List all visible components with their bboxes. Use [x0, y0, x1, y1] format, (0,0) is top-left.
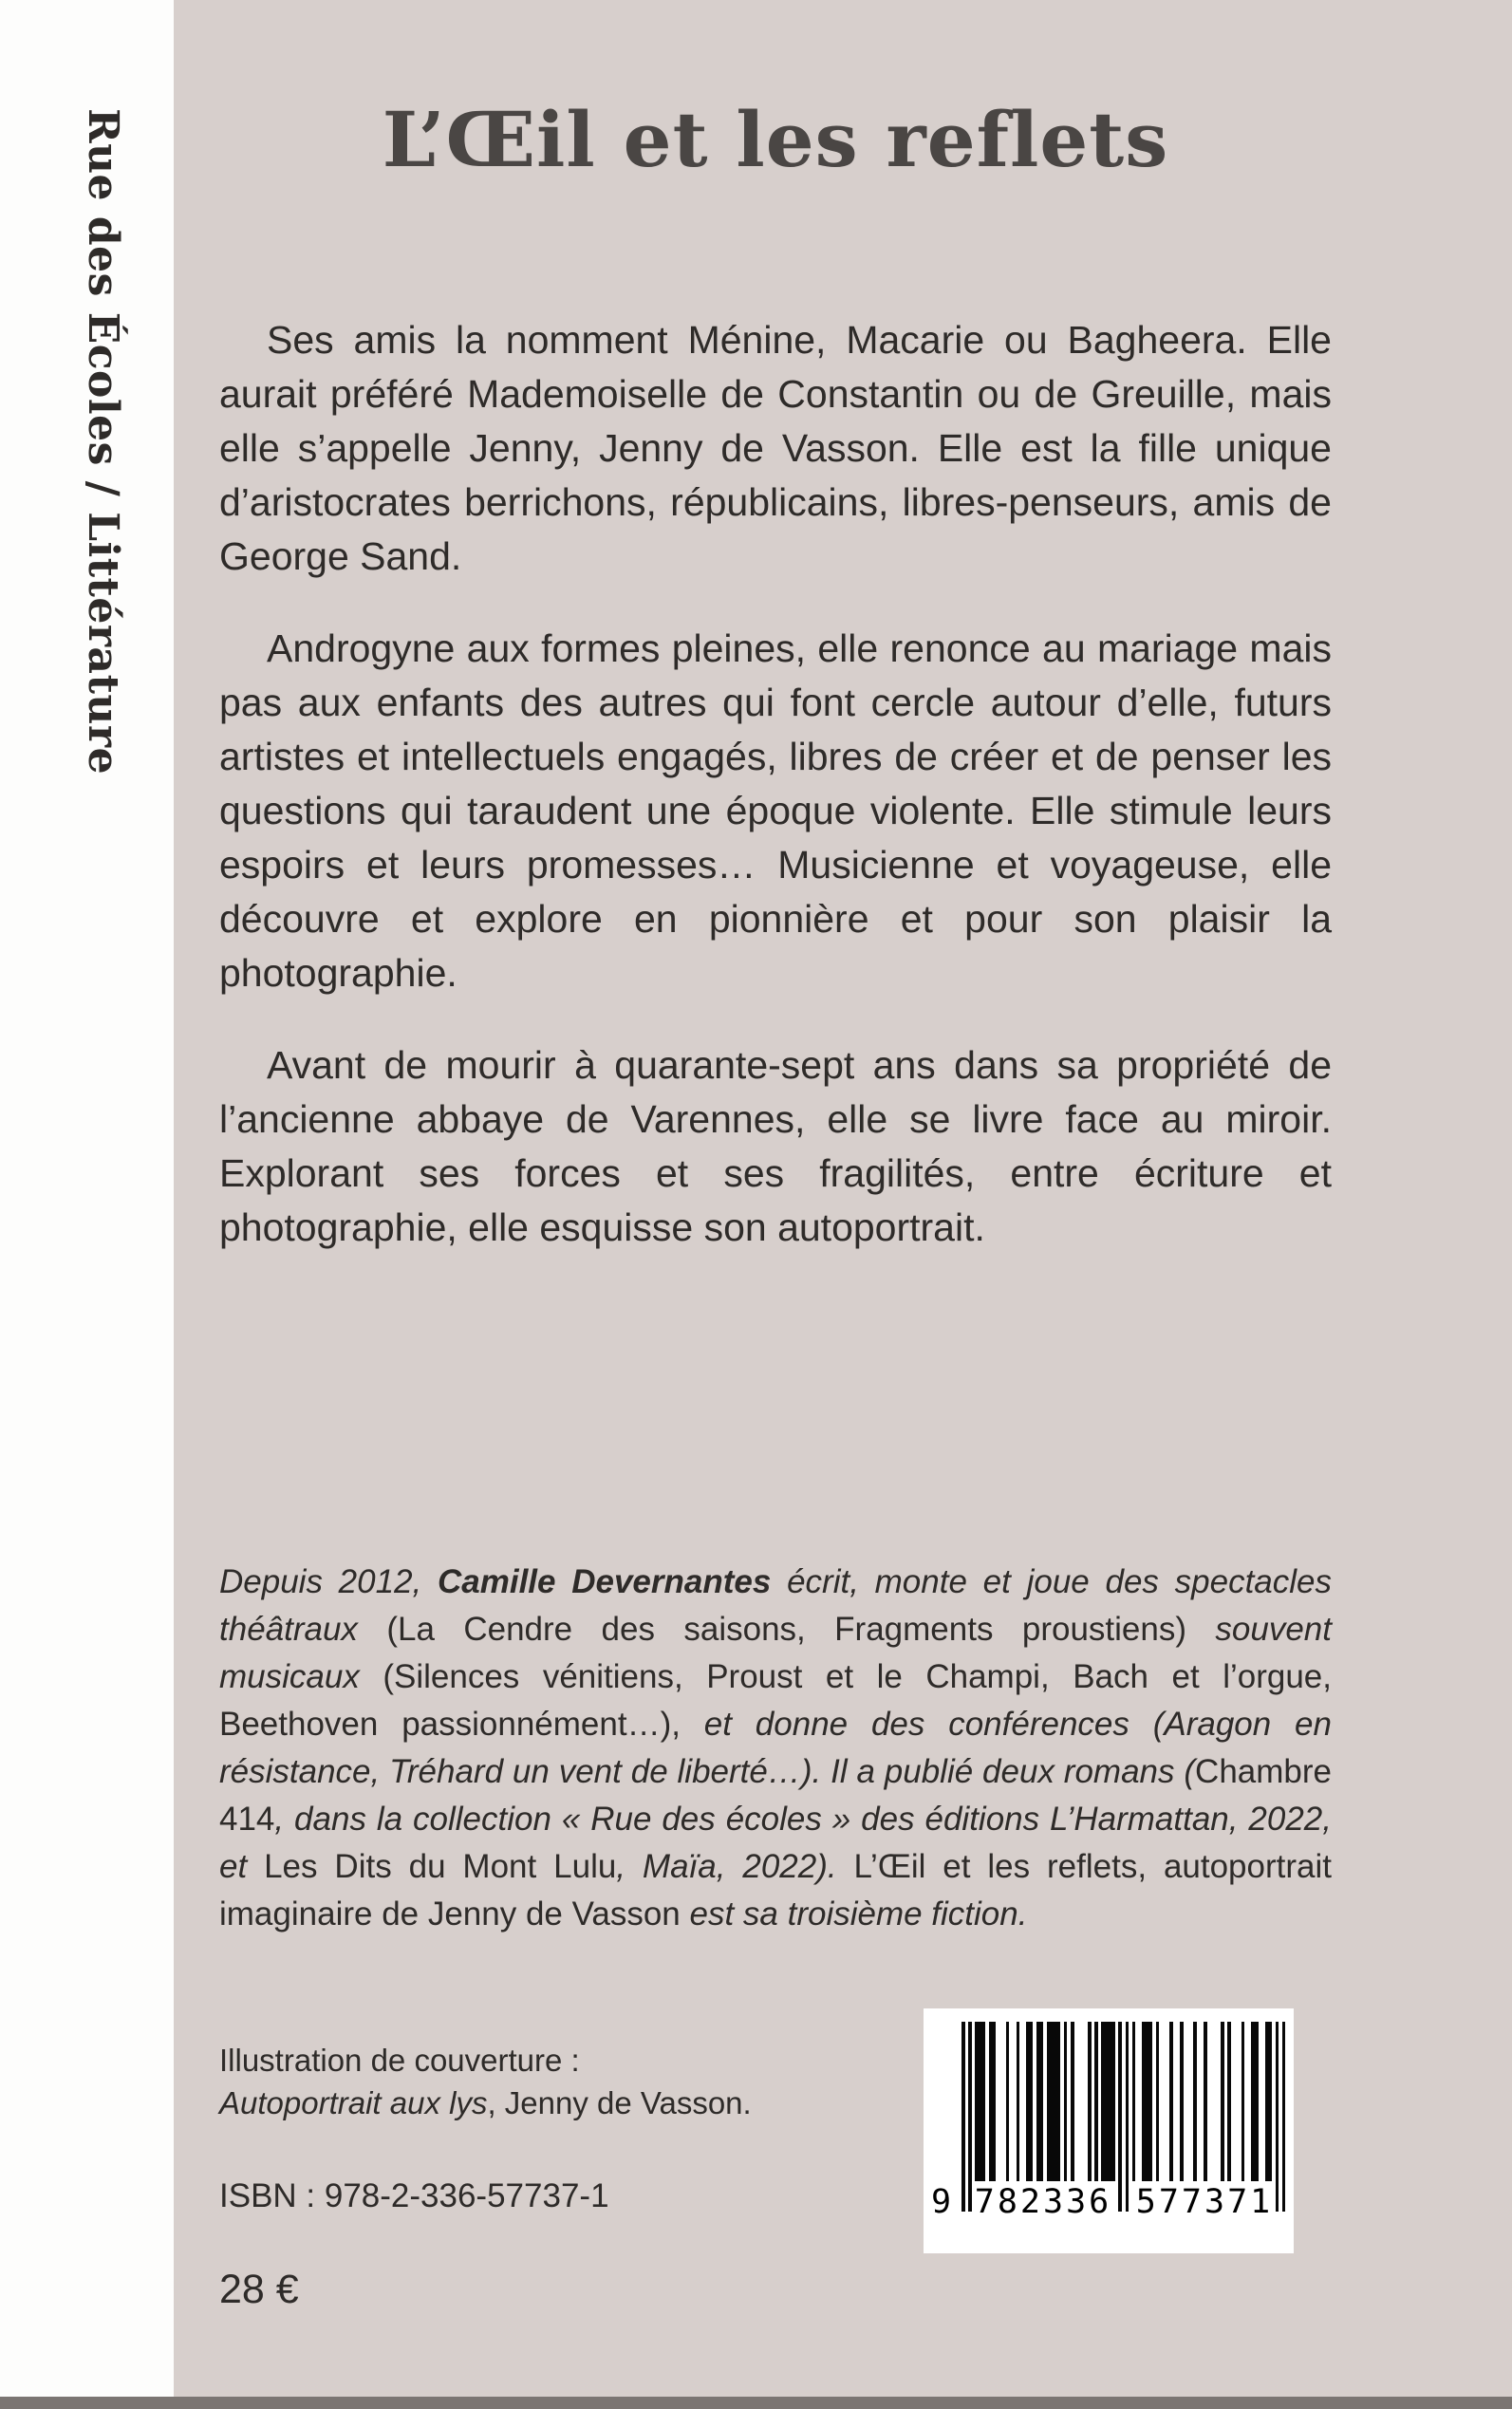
book-title: L’Œil et les reflets — [382, 95, 1169, 184]
cover-credit-label: Illustration de couverture : — [219, 2043, 580, 2078]
synopsis-paragraph: Androgyne aux formes pleines, elle renonce au mariage mais pas aux enfants des autres qui font cercle autour d’elle, futurs artistes et intellectuels engagés, libres de créer et de penser les questions qui taraudent une époque violente. Elle stimule leurs espoirs et leurs promesses… Musicienne et voyageuse, elle découvre et explore en pionnière et pour son plaisir la photographie. — [219, 626, 1332, 995]
cover-credit — [219, 2039, 752, 2124]
synopsis-paragraph: Avant de mourir à quarante-sept ans dans sa propriété de l’ancienne abbaye de Varennes, elle se livre face au miroir. Explorant ses forces et ses fragilités, entre écriture et photographie, elle esquisse son autoportrait. — [219, 1043, 1332, 1249]
barcode-bars — [931, 2022, 1286, 2221]
cover-credit-title: Autoportrait aux lys, Jenny de Vasson. — [219, 2085, 752, 2120]
price: 28 € — [219, 2267, 299, 2312]
barcode-digits-right: 577371 — [1135, 2183, 1274, 2221]
collection-band — [0, 0, 174, 2409]
author-bio: Depuis 2012, Camille Devernantes écrit, monte et joue des spectacles théâtraux (La Cendre des saisons, Fragments proustiens) souvent musicaux (Silences vénitiens, Proust et le Champi, Bach et l’orgue, Beethoven passionnément…), et donne des conférences (Aragon en résistance, Tréhard un vent de liberté…). Il a publié deux romans (Chambre 414, dans la collection « Rue des écoles » des éditions L’Harmattan, 2022, et Les Dits du Mont Lulu, Maïa, 2022). L’Œil et les reflets, autoportrait imaginaire de Jenny de Vasson est sa troisième fiction. — [219, 1563, 1333, 1933]
barcode-digit-prefix: 9 — [931, 2183, 952, 2221]
collection-label: Rue des Écoles / Littérature — [79, 108, 127, 775]
synopsis — [219, 313, 1332, 1293]
bottom-edge-shadow — [0, 2397, 1512, 2409]
isbn: ISBN : 978-2-336-57737-1 — [219, 2177, 609, 2214]
barcode-digits-left: 782336 — [974, 2183, 1112, 2221]
synopsis-paragraph: Ses amis la nomment Ménine, Macarie ou Bagheera. Elle aurait préféré Mademoiselle de Constantin ou de Greuille, mais elle s’appelle Jenny, Jenny de Vasson. Elle est la fille unique d’aristocrates berrichons, républicains, libres-penseurs, amis de George Sand. — [219, 318, 1332, 578]
barcode — [924, 2008, 1294, 2253]
